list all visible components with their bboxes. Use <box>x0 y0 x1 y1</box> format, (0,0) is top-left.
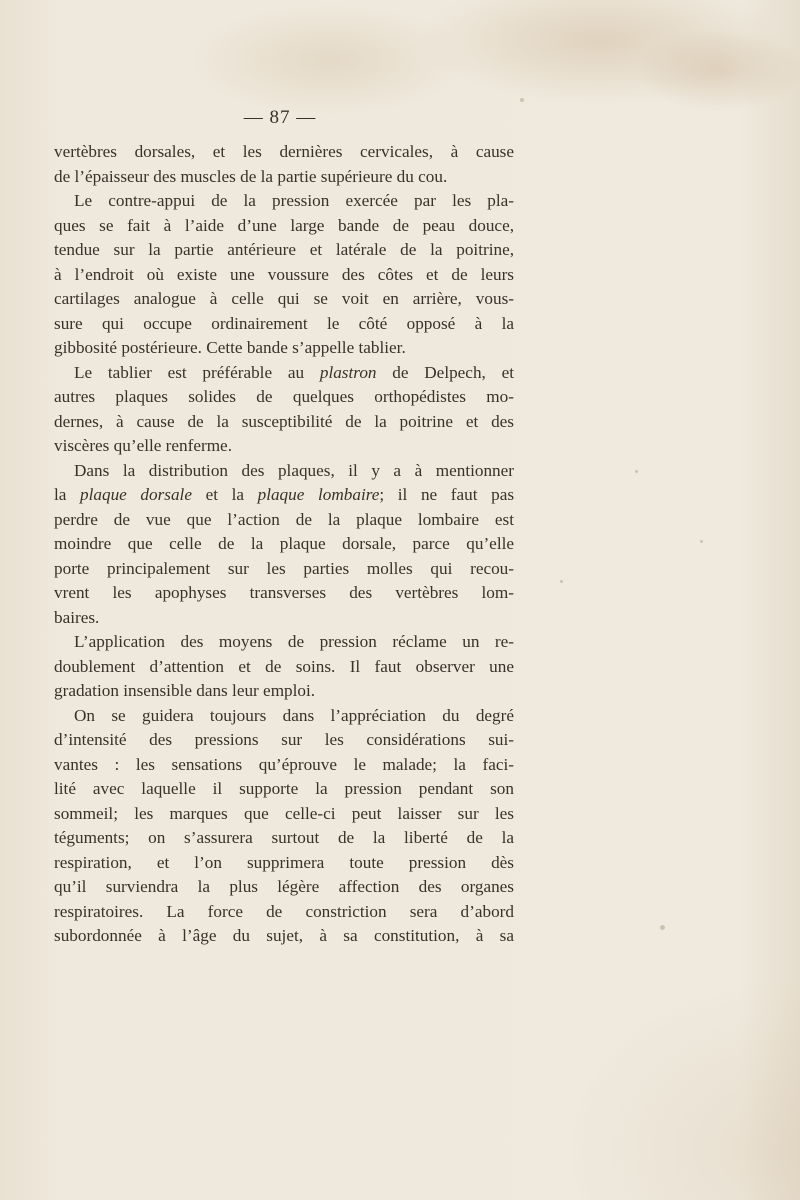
text-line: lité avec laquelle il supporte la pression pendant son <box>54 779 514 798</box>
text-line: sommeil; les marques que celle-ci peut laisser sur les <box>54 803 514 823</box>
foxing-spot <box>635 470 638 473</box>
text-line: vantes : les sensations qu’éprouve le malade; la faci- <box>54 754 514 774</box>
italic-term: plaque lombaire <box>257 485 380 504</box>
text-line: Le contre-appui de la pression exercée par les pla- <box>74 191 514 210</box>
text-line: doublement d’attention et de soins. Il faut observer une <box>54 656 514 676</box>
text-line: moindre que celle de la plaque dorsale, parce qu’elle <box>54 534 514 553</box>
text-line: de l’épaisseur des muscles de la partie supérieure du cou. <box>54 166 448 186</box>
text-line: On se guidera toujours dans l’appréciation du degré <box>74 705 514 725</box>
body-text <box>54 140 514 949</box>
italic-term: plastron <box>319 362 377 382</box>
text-line: baires. <box>54 607 100 627</box>
foxing-spot <box>560 580 563 583</box>
foxing-spot <box>660 925 665 930</box>
foxing-spot <box>520 98 524 102</box>
text-fragment: Le tablier est préférable au <box>74 362 320 382</box>
text-line: L’application des moyens de pression réclame un re- <box>74 632 514 651</box>
text-line <box>54 483 514 508</box>
text-line: sure qui occupe ordinairement le côté opposé à la <box>54 313 514 333</box>
text-line: d’intensité des pressions sur les considérations sui- <box>54 730 514 749</box>
text-line: dernes, à cause de la susceptibilité de la poitrine et des <box>54 411 514 431</box>
text-line: téguments; on s’assurera surtout de la liberté de la <box>54 828 514 847</box>
text-line: vrent les apophyses transverses des vertèbres lom- <box>54 583 514 602</box>
text-fragment: ; il ne faut pas <box>379 485 514 504</box>
foxing-spot <box>700 540 703 543</box>
text-line: vertèbres dorsales, et les dernières cervicales, à cause <box>54 142 514 161</box>
text-line: autres plaques solides de quelques orthopédistes mo- <box>54 387 514 406</box>
text-fragment: la <box>54 485 81 504</box>
italic-term: plaque dorsale <box>80 485 192 504</box>
text-line: viscères qu’elle renferme. <box>54 436 232 455</box>
text-line: Dans la distribution des plaques, il y a à mentionner <box>74 460 514 480</box>
text-line: subordonnée à l’âge du sujet, à sa constitution, à sa <box>54 926 514 945</box>
text-line: ques se fait à l’aide d’une large bande de peau douce, <box>54 215 514 235</box>
text-line: gibbosité postérieure. Cette bande s’appelle tablier. <box>54 338 406 357</box>
text-line: perdre de vue que l’action de la plaque lombaire est <box>54 509 514 529</box>
text-line: respiration, et l’on supprimera toute pression dès <box>54 852 514 872</box>
text-line: tendue sur la partie antérieure et latérale de la poitrine, <box>54 240 514 259</box>
text-line: porte principalement sur les parties molles qui recou- <box>54 558 514 578</box>
text-fragment: et la <box>191 485 258 504</box>
text-line <box>54 361 514 386</box>
text-line: à l’endroit où existe une voussure des côtes et de leurs <box>54 264 514 284</box>
text-line: respiratoires. La force de constriction sera d’abord <box>54 901 514 921</box>
text-fragment: de Delpech, et <box>376 362 514 382</box>
text-line: qu’il surviendra la plus légère affection des organes <box>54 877 514 896</box>
page-number: — 87 — <box>243 107 317 128</box>
text-line: cartilages analogue à celle qui se voit en arrière, vous- <box>54 289 514 308</box>
text-line: gradation insensible dans leur emploi. <box>54 681 316 700</box>
